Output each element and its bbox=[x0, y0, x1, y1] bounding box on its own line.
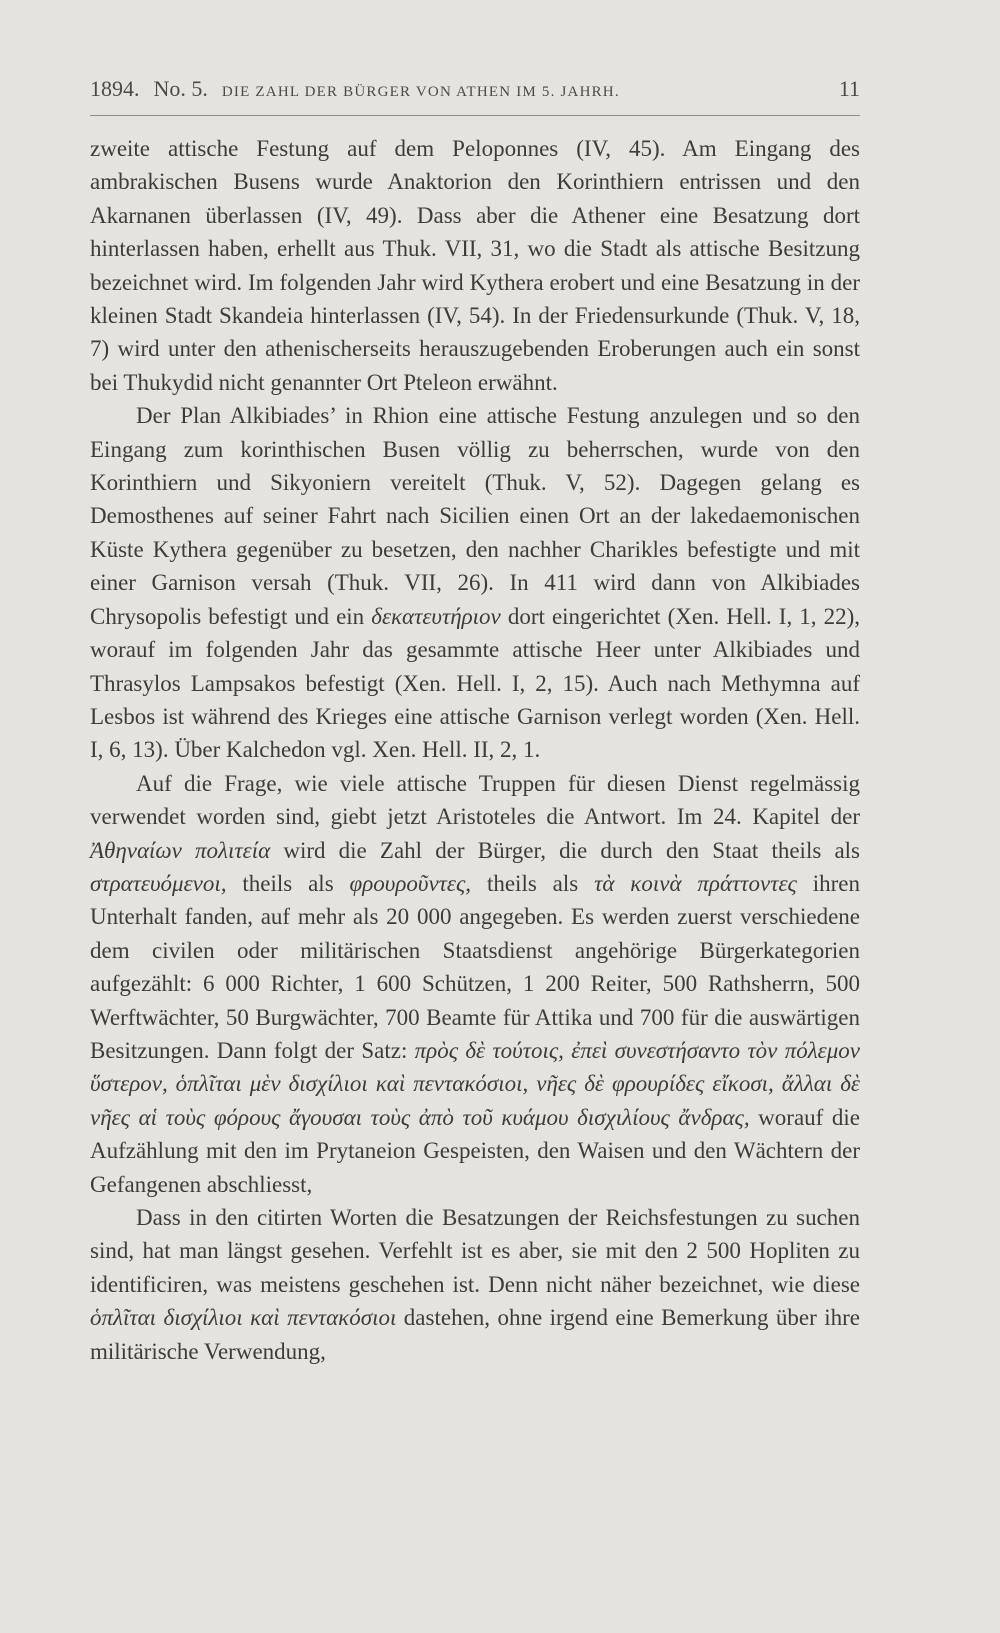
header-left bbox=[90, 76, 620, 102]
greek-text: στρατευόμενοι, bbox=[90, 870, 227, 896]
text-run: Dass in den citirten Worten die Besatzungen der Reichsfestungen zu suchen sind, hat man längst gesehen. Verfehlt ist es aber, sie mit den 2 500 Hopliten zu identificiren, was meistens geschehen ist. Denn nicht näher bezeichnet, wie diese bbox=[90, 1205, 860, 1297]
text-run: dort eingerichtet (Xen. Hell. I, 1, 22), worauf im folgenden Jahr das gesammte attische Heer unter Alkibiades und Thrasylos Lampsakos befestigt (Xen. Hell. I, 2, 15). Auch nach Methymna auf Lesbos ist während des Krieges eine attische Garnison verlegt worden (Xen. Hell. I, 6, 13). Über Kalchedon vgl. Xen. Hell. II, 2, 1. bbox=[90, 603, 861, 763]
header-rule bbox=[90, 115, 860, 116]
header-title: DIE ZAHL DER BÜRGER VON ATHEN IM 5. JAHRH. bbox=[221, 84, 620, 100]
paragraph bbox=[90, 767, 860, 1201]
text-run: Der Plan Alkibiades’ in Rhion eine attische Festung anzulegen und so den Eingang zum korinthischen Busen völlig zu beherrschen, wurde von den Korinthiern und Sikyoniern vereitelt (Thuk. V, 52). Dagegen gelang es Demosthenes auf seiner Fahrt nach Sicilien einen Ort an der lakedaemonischen Küste Kythera gegenüber zu besetzen, den nachher Charikles befestigte und mit einer Garnison versah (Thuk. VII, 26). In 411 wird dann von Alkibiades Chrysopolis befestigt und ein bbox=[90, 403, 860, 629]
paragraph bbox=[90, 1201, 860, 1368]
text-run: theils als bbox=[471, 870, 595, 896]
text-run: Auf die Frage, wie viele attische Truppen für diesen Dienst regelmässig verwendet worden sind, giebt jetzt Aristoteles die Antwort. Im 24. Kapitel der bbox=[90, 770, 860, 830]
text-run: theils als bbox=[226, 870, 350, 896]
greek-text: τὰ κοινὰ πράττοντες bbox=[594, 870, 797, 896]
greek-text: δεκατευτήριον bbox=[371, 603, 501, 629]
text-run: worauf die Aufzählung mit den im Prytaneion Gespeisten, den Waisen und den Wächtern der Gefangenen abschliesst, bbox=[90, 1104, 860, 1197]
body-text bbox=[90, 132, 860, 1368]
paragraph bbox=[90, 132, 860, 399]
greek-text: πρὸς δὲ τούτοις, ἐπεὶ συνεστήσαντο τὸν πόλεμον ὕστερον, ὁπλῖται μὲν δισχίλιοι καὶ πεντακόσιοι, νῆες δὲ φρουρίδες εἴκοσι, ἄλλαι δὲ νῆες αἱ τοὺς φόρους ἄγουσαι τοὺς ἀπὸ τοῦ κυάμου δισχιλίους ἄνδρας, bbox=[90, 1037, 860, 1130]
greek-text: φρουροῦντες, bbox=[349, 870, 472, 896]
greek-text: Ἀθηναίων πολιτεία bbox=[90, 837, 271, 863]
text-run: zweite attische Festung auf dem Peloponnes (IV, 45). Am Eingang des ambrakischen Busens wurde Anaktorion den Korinthiern entrissen und den Akarnanen überlassen (IV, 49). Dass aber die Athener eine Besatzung dort hinterlassen haben, erhellt aus Thuk. VII, 31, wo die Stadt als attische Besitzung bezeichnet wird. Im folgenden Jahr wird Kythera erobert und eine Besatzung in der kleinen Stadt Skandeia hinterlassen (IV, 54). In der Friedensurkunde (Thuk. V, 18, 7) wird unter den athenischerseits herauszugebenden Eroberungen auch ein sonst bei Thukydid nicht genannter Ort Pteleon erwähnt. bbox=[90, 136, 860, 395]
text-run: ihren Unterhalt fanden, auf mehr als 20 000 angegeben. Es werden zuerst verschiedene dem civilen oder militärischen Staatsdienst angehörige Bürgerkategorien aufgezählt: 6 000 Richter, 1 600 Schützen, 1 200 Reiter, 500 Rathsherrn, 500 Werftwächter, 50 Burgwächter, 700 Beamte für Attika und 700 für die auswärtigen Besitzungen. Dann folgt der Satz: bbox=[90, 870, 860, 1063]
header-year: 1894. bbox=[90, 76, 140, 101]
text-run: wird die Zahl der Bürger, die durch den Staat theils als bbox=[270, 837, 860, 863]
greek-text: ὁπλῖται δισχίλιοι καὶ πεντακόσιοι bbox=[90, 1305, 397, 1331]
running-header bbox=[90, 76, 860, 110]
text-run: dastehen, ohne irgend eine Bemerkung über ihre militärische Verwendung, bbox=[90, 1305, 860, 1364]
header-number: No. 5. bbox=[153, 76, 208, 101]
page-number: 11 bbox=[838, 76, 860, 101]
paragraph bbox=[90, 399, 860, 766]
